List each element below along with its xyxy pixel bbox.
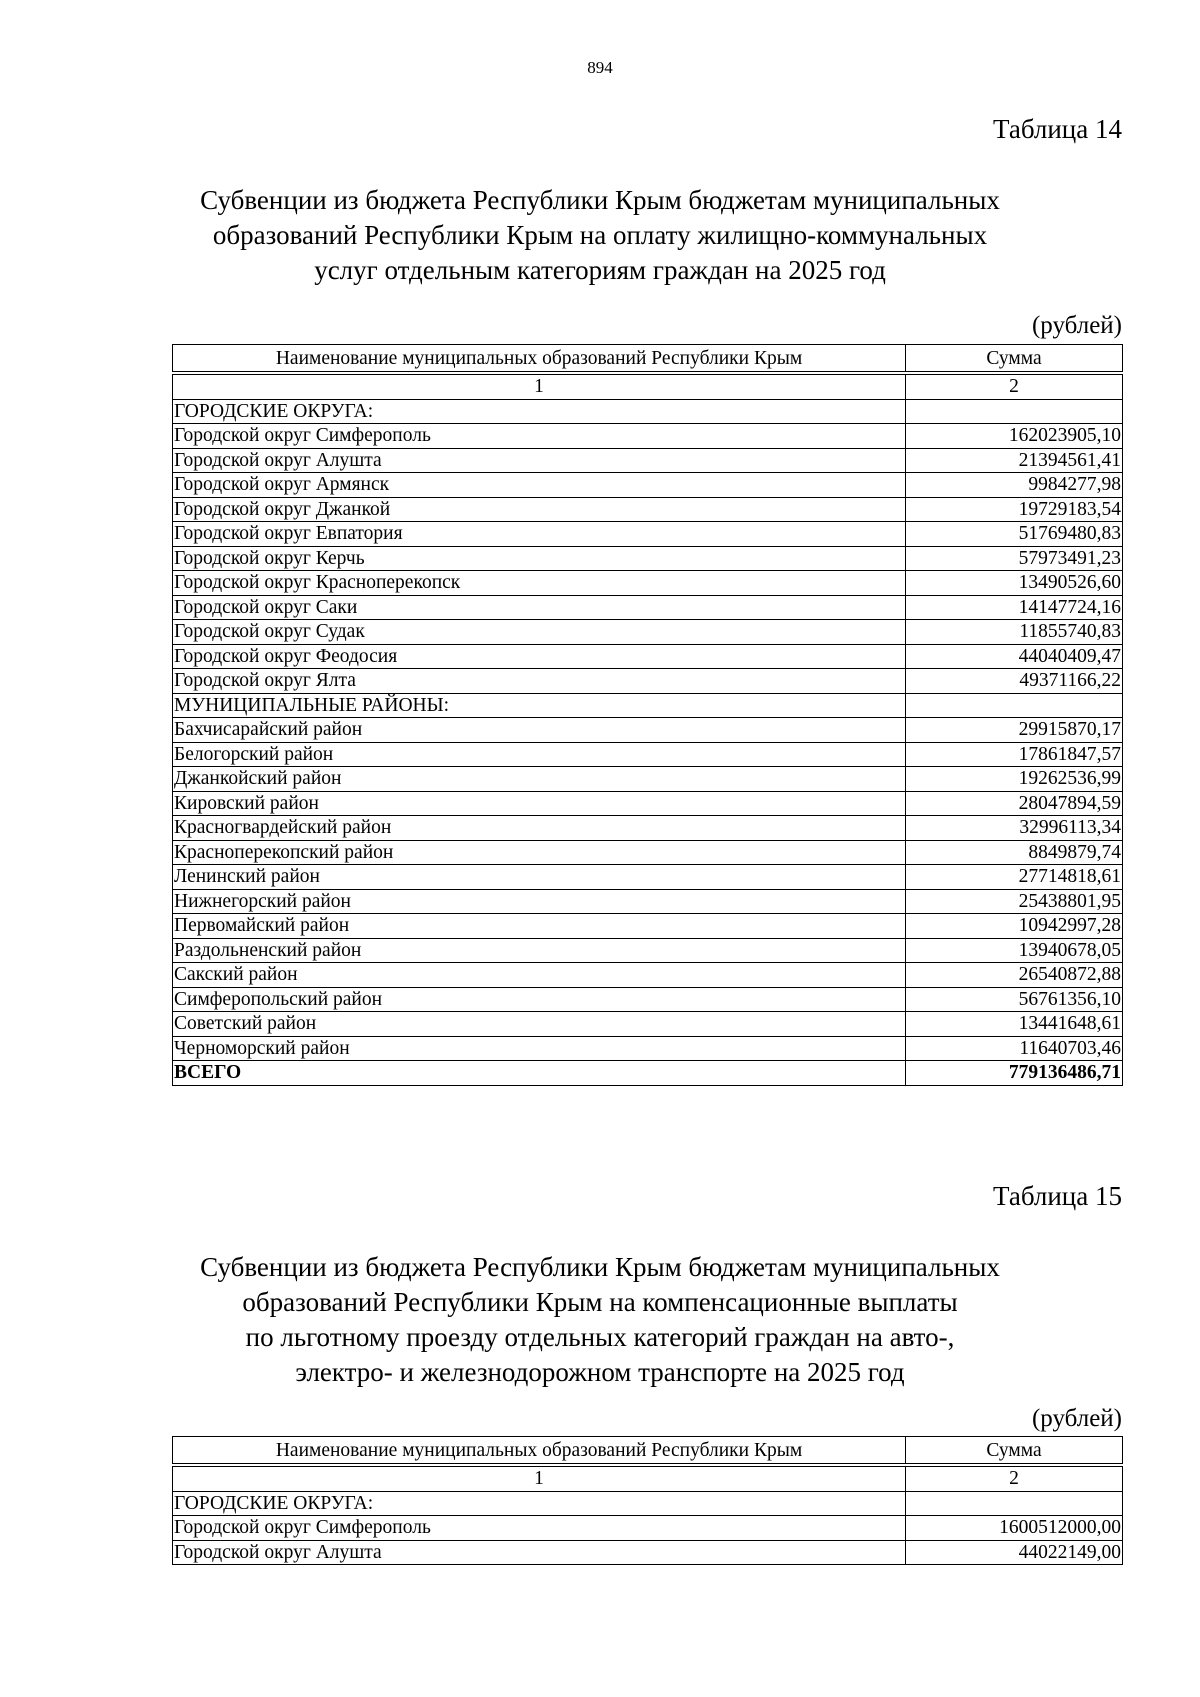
- amount: 11855740,83: [906, 620, 1123, 645]
- table-row: [173, 546, 1123, 571]
- municipality-name: Городской округ Алушта: [173, 1540, 906, 1565]
- page-number: 894: [587, 58, 613, 77]
- amount: 44022149,00: [906, 1540, 1123, 1565]
- section-title: МУНИЦИПАЛЬНЫЕ РАЙОНЫ:: [173, 693, 906, 718]
- table-row: [173, 1012, 1123, 1037]
- amount: 27714818,61: [906, 865, 1123, 890]
- table-row: [173, 938, 1123, 963]
- section-row: [173, 693, 1123, 718]
- municipality-name: Городской округ Евпатория: [173, 522, 906, 547]
- section-row: [173, 399, 1123, 424]
- amount: 57973491,23: [906, 546, 1123, 571]
- district-name: Кировский район: [173, 791, 906, 816]
- amount: 32996113,34: [906, 816, 1123, 841]
- column-header-sum: Сумма: [906, 1437, 1123, 1464]
- table-row: [173, 620, 1123, 645]
- district-name: Бахчисарайский район: [173, 718, 906, 743]
- total-label: ВСЕГО: [173, 1061, 906, 1086]
- amount: 13940678,05: [906, 938, 1123, 963]
- amount: 1600512000,00: [906, 1516, 1123, 1541]
- table-row: [173, 840, 1123, 865]
- municipality-name: Городской округ Керчь: [173, 546, 906, 571]
- section-sum-empty: [906, 399, 1123, 424]
- title-line: услуг отдельным категориям граждан на 2025 год: [314, 255, 886, 285]
- amount: 21394561,41: [906, 448, 1123, 473]
- column-header-sum: Сумма: [906, 345, 1123, 372]
- section-title: ГОРОДСКИЕ ОКРУГА:: [173, 399, 906, 424]
- amount: 9984277,98: [906, 473, 1123, 498]
- column-header-name: Наименование муниципальных образований Республики Крым: [173, 345, 906, 372]
- table-row: [173, 791, 1123, 816]
- title-line: по льготному проезду отдельных категорий граждан на авто-,: [245, 1322, 955, 1352]
- title-line: электро- и железнодорожном транспорте на 2025 год: [295, 1357, 905, 1387]
- amount: 44040409,47: [906, 644, 1123, 669]
- column-number-row: [173, 375, 1123, 400]
- amount: 11640703,46: [906, 1036, 1123, 1061]
- amount: 26540872,88: [906, 963, 1123, 988]
- table-row: [173, 963, 1123, 988]
- header-row: [173, 345, 1123, 372]
- district-name: Белогорский район: [173, 742, 906, 767]
- title-line: образований Республики Крым на компенсационные выплаты: [242, 1287, 958, 1317]
- district-name: Нижнегорский район: [173, 889, 906, 914]
- amount: 25438801,95: [906, 889, 1123, 914]
- section-title: ГОРОДСКИЕ ОКРУГА:: [173, 1491, 906, 1516]
- amount: 8849879,74: [906, 840, 1123, 865]
- column-header-name: Наименование муниципальных образований Республики Крым: [173, 1437, 906, 1464]
- table-row: [173, 889, 1123, 914]
- table-row: [173, 644, 1123, 669]
- municipality-name: Городской округ Ялта: [173, 669, 906, 694]
- title-line: образований Республики Крым на оплату жилищно-коммунальных: [212, 220, 988, 250]
- total-amount: 779136486,71: [906, 1061, 1123, 1086]
- column-number: 2: [906, 1467, 1123, 1492]
- column-number: 1: [173, 375, 906, 400]
- district-name: Ленинский район: [173, 865, 906, 890]
- column-number-row: [173, 1467, 1123, 1492]
- district-name: Симферопольский район: [173, 987, 906, 1012]
- table-row: [173, 669, 1123, 694]
- section-sum-empty: [906, 693, 1123, 718]
- header-row: [173, 1437, 1123, 1464]
- table-row: [173, 718, 1123, 743]
- table-14-unit: (рублей): [1031, 312, 1122, 339]
- total-row: [173, 1061, 1123, 1086]
- amount: 19262536,99: [906, 767, 1123, 792]
- amount: 17861847,57: [906, 742, 1123, 767]
- district-name: Советский район: [173, 1012, 906, 1037]
- amount: 49371166,22: [906, 669, 1123, 694]
- table-row: [173, 473, 1123, 498]
- table-14-label: Таблица 14: [993, 114, 1122, 144]
- amount: 56761356,10: [906, 987, 1123, 1012]
- column-number: 2: [906, 375, 1123, 400]
- amount: 51769480,83: [906, 522, 1123, 547]
- municipality-name: Городской округ Джанкой: [173, 497, 906, 522]
- table-row: [173, 1036, 1123, 1061]
- municipality-name: Городской округ Феодосия: [173, 644, 906, 669]
- section-row: [173, 1491, 1123, 1516]
- municipality-name: Городской округ Симферополь: [173, 1516, 906, 1541]
- title-line: Субвенции из бюджета Республики Крым бюджетам муниципальных: [200, 1252, 1000, 1282]
- district-name: Первомайский район: [173, 914, 906, 939]
- municipality-name: Городской округ Судак: [173, 620, 906, 645]
- amount: 162023905,10: [906, 424, 1123, 449]
- municipality-name: Городской округ Алушта: [173, 448, 906, 473]
- municipality-name: Городской округ Симферополь: [173, 424, 906, 449]
- amount: 19729183,54: [906, 497, 1123, 522]
- district-name: Красногвардейский район: [173, 816, 906, 841]
- table-row: [173, 987, 1123, 1012]
- district-name: Черноморский район: [173, 1036, 906, 1061]
- table-15-title: [150, 1250, 1050, 1390]
- table-row: [173, 522, 1123, 547]
- table-row: [173, 424, 1123, 449]
- district-name: Красноперекопский район: [173, 840, 906, 865]
- table-row: [173, 816, 1123, 841]
- amount: 13490526,60: [906, 571, 1123, 596]
- table-14-title: [150, 183, 1050, 288]
- table-row: [173, 1540, 1123, 1565]
- amount: 13441648,61: [906, 1012, 1123, 1037]
- municipality-name: Городской округ Саки: [173, 595, 906, 620]
- title-line: Субвенции из бюджета Республики Крым бюджетам муниципальных: [200, 185, 1000, 215]
- table-row: [173, 1516, 1123, 1541]
- table-row: [173, 767, 1123, 792]
- table-15: [172, 1436, 1123, 1565]
- amount: 29915870,17: [906, 718, 1123, 743]
- amount: 10942997,28: [906, 914, 1123, 939]
- table-row: [173, 742, 1123, 767]
- district-name: Джанкойский район: [173, 767, 906, 792]
- amount: 28047894,59: [906, 791, 1123, 816]
- amount: 14147724,16: [906, 595, 1123, 620]
- table-row: [173, 865, 1123, 890]
- section-sum-empty: [906, 1491, 1123, 1516]
- table-15-unit: (рублей): [1031, 1405, 1122, 1432]
- district-name: Сакский район: [173, 963, 906, 988]
- table-14: [172, 344, 1123, 1086]
- table-15-label: Таблица 15: [993, 1181, 1122, 1211]
- table-row: [173, 448, 1123, 473]
- table-row: [173, 571, 1123, 596]
- table-row: [173, 595, 1123, 620]
- municipality-name: Городской округ Армянск: [173, 473, 906, 498]
- table-row: [173, 497, 1123, 522]
- district-name: Раздольненский район: [173, 938, 906, 963]
- column-number: 1: [173, 1467, 906, 1492]
- municipality-name: Городской округ Красноперекопск: [173, 571, 906, 596]
- table-row: [173, 914, 1123, 939]
